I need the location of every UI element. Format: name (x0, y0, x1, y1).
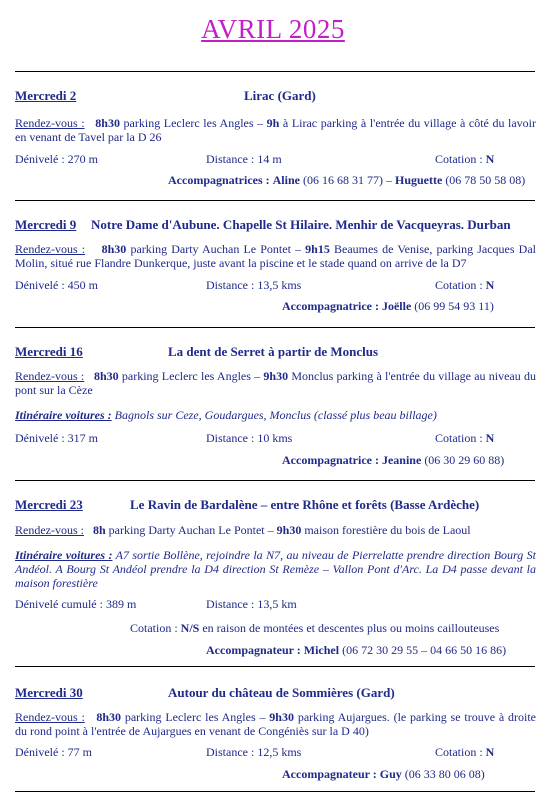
stats-row: Dénivelé : 77 m Distance : 12,5 kms Cotation : N (15, 745, 495, 759)
denivele: Dénivelé : 270 m (15, 152, 98, 166)
separator (15, 480, 535, 481)
cotation: Cotation : N (435, 152, 495, 166)
outing-header: Mercredi 30 Autour du château de Sommières (Gard) (15, 685, 395, 700)
rendez-vous: Rendez-vous : 8h30 parking Leclerc les Angles – 9h30 Monclus parking à l'entrée du village au niveau du pont sur la Cèze (15, 369, 537, 397)
distance: Distance : 14 m (206, 152, 282, 166)
stats-row (15, 152, 536, 166)
stats-row: Dénivelé cumulé : 389 m Distance : 13,5 km (15, 597, 297, 611)
outing-header (15, 89, 536, 103)
rendez-vous: Rendez-vous : 8h30 parking Leclerc les Angles – 9h30 parking Aujargues. (le parking se trouve à droite du rond point à l'entrée de Aujargues en venant de Congéniès sur la D 40) (15, 710, 537, 738)
stats-row: Dénivelé : 450 m Distance : 13,5 kms Cotation : N (15, 278, 495, 292)
itineraire: Itinéraire voitures : Bagnols sur Ceze, Goudargues, Monclus (classé plus beau billage) (15, 408, 437, 422)
itineraire: Itinéraire voitures : A7 sortie Bollène, rejoindre la N7, au niveau de Pierrelatte prendre direction Bourg St Andéol. A Bourg St Andéol prendre la D4 direction St Remèze – Vallon Pont d'Arc. La D4 passe devant la maison forestière (15, 548, 536, 590)
separator (15, 666, 535, 667)
outing-day: Mercredi 9 (15, 217, 77, 232)
rendez-vous: Rendez-vous : 8h parking Darty Auchan Le Pontet – 9h30 maison forestière du bois de Laoul (15, 523, 471, 537)
rendez-vous: Rendez-vous : 8h30 parking Leclerc les Angles – 9h à Lirac parking à l'entrée du village à côté du lavoir en venant de Tavel par la D 26 (15, 116, 537, 144)
outing-destination: Lirac (Gard) (244, 88, 316, 103)
outing-header: Mercredi 23 Le Ravin de Bardalène – entre Rhône et forêts (Basse Ardèche) (15, 497, 480, 512)
outing-day: Mercredi 2 (15, 88, 77, 103)
outing-destination: Notre Dame d'Aubune. Chapelle St Hilaire. Menhir de Vacqueyras. Durban (91, 217, 511, 232)
separator (15, 200, 535, 201)
separator (15, 327, 535, 328)
stats-row: Dénivelé : 317 m Distance : 10 kms Cotation : N (15, 431, 495, 445)
outing-header (15, 218, 536, 232)
separator (15, 71, 535, 72)
page-title: AVRIL 2025 (201, 14, 345, 44)
separator (15, 791, 535, 792)
outing-header: Mercredi 16 La dent de Serret à partir de Monclus (15, 344, 379, 359)
rendez-vous: Rendez-vous : 8h30 parking Darty Auchan Le Pontet – 9h15 Beaumes de Venise, parking Jacques Dal Molin, situé rue Flandre Dunkerque, juste avant la piscine et le stade quand on arrive de la D7 (15, 242, 537, 270)
